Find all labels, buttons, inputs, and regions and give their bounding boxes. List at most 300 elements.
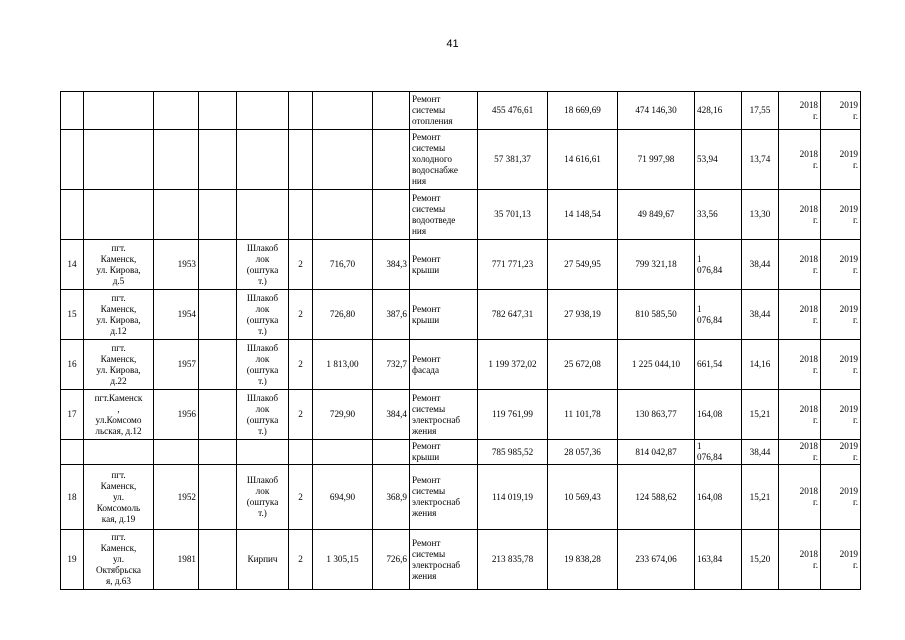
cell-line: крыши [412, 452, 440, 462]
cell-year-end [821, 440, 861, 465]
cell-line: г. [852, 159, 858, 170]
cell-year-start [779, 390, 821, 440]
cell-year-end [821, 190, 861, 240]
cell-cost-per-sqm [695, 390, 742, 440]
cell-material [237, 465, 289, 530]
cell-line: 2018 [799, 253, 818, 264]
cell-line: (оштука [246, 364, 279, 375]
cell-line: г. [812, 314, 818, 325]
cell-material [237, 340, 289, 390]
cell-line: пгт. [111, 342, 126, 353]
cell-cost-1: 1 199 372,02 [478, 340, 548, 390]
cell-rate: 38,44 [742, 440, 779, 465]
cell-line: пгт. [111, 242, 126, 253]
cell-line: 163,84 [697, 554, 723, 564]
cell-rate: 13,74 [742, 130, 779, 190]
cell-rate: 15,21 [742, 465, 779, 530]
cell-line: 2018 [799, 486, 818, 496]
cell-line: Шлакоб [246, 475, 279, 485]
cell-line: Ремонт [412, 94, 441, 104]
cell-number: 16 [61, 340, 84, 390]
cell-year: 1956 [154, 390, 199, 440]
cell-year-start [779, 465, 821, 530]
cell-line: Каменск, [100, 480, 137, 491]
cell-line: 164,08 [697, 491, 723, 502]
cell-work-type [410, 530, 478, 590]
cell-year [154, 190, 199, 240]
cell-line: д.22 [110, 375, 127, 386]
cell-blank [199, 340, 237, 390]
cell-line: холодного [412, 154, 452, 164]
cell-year-end [821, 530, 861, 590]
page-number: 41 [446, 38, 459, 50]
cell-line: 2018 [799, 441, 818, 451]
cell-address [84, 465, 154, 530]
cell-work-type [410, 340, 478, 390]
cell-blank [199, 130, 237, 190]
cell-line: Ремонт [412, 392, 441, 403]
cell-rate: 15,20 [742, 530, 779, 590]
cell-cost-total: 474 146,30 [618, 92, 695, 130]
table-row [61, 530, 861, 590]
cell-material [237, 92, 289, 130]
cell-blank [199, 290, 237, 340]
cell-line: ул. Кирова, [96, 314, 141, 325]
table-row [61, 290, 861, 340]
cell-line: Ремонт [412, 192, 441, 203]
cell-line: системы [412, 403, 446, 414]
cell-area [313, 440, 373, 465]
cell-line: Ремонт [412, 303, 441, 314]
cell-line: 2018 [799, 148, 818, 159]
cell-line: 1 [697, 253, 702, 264]
cell-line: Октябрьска [95, 565, 142, 575]
cell-year-start [779, 530, 821, 590]
cell-rate: 14,16 [742, 340, 779, 390]
table-row [61, 92, 861, 130]
cell-material [237, 530, 289, 590]
cell-line: Ремонт [412, 253, 441, 264]
cell-blank [199, 92, 237, 130]
cell-cost-2: 28 057,36 [548, 440, 618, 465]
cell-line: Ремонт [412, 353, 441, 364]
cell-line: жения [412, 570, 437, 581]
cell-area-living: 368,9 [373, 465, 410, 530]
cell-line: г. [852, 214, 858, 225]
cell-line: 2018 [799, 303, 818, 314]
cell-line: Ремонт [412, 475, 441, 485]
cell-line: 2018 [799, 203, 818, 214]
cell-line: Ремонт [412, 537, 441, 548]
cell-line: лок [255, 403, 270, 414]
cell-line: 2019 [839, 253, 858, 264]
cell-blank [199, 390, 237, 440]
cell-line: г. [852, 452, 858, 462]
cell-line: системы [412, 486, 446, 496]
cell-line: системы [412, 548, 446, 559]
cell-cost-per-sqm [695, 340, 742, 390]
cell-line: Каменск, [100, 543, 137, 553]
cell-floors [289, 92, 313, 130]
cell-material [237, 130, 289, 190]
cell-cost-total: 810 585,50 [618, 290, 695, 340]
cell-line: 2019 [839, 353, 858, 364]
cell-cost-2: 27 938,19 [548, 290, 618, 340]
cell-line: г. [812, 364, 818, 375]
cell-line: ул. [112, 491, 125, 502]
cell-line: 2018 [799, 353, 818, 364]
cell-rate: 17,55 [742, 92, 779, 130]
cell-line: г. [812, 497, 818, 507]
cell-cost-1: 785 985,52 [478, 440, 548, 465]
cell-work-type [410, 465, 478, 530]
cell-material [237, 290, 289, 340]
table-row [61, 240, 861, 290]
cell-address [84, 240, 154, 290]
cell-cost-2: 14 148,54 [548, 190, 618, 240]
cell-work-type [410, 290, 478, 340]
cell-cost-per-sqm [695, 465, 742, 530]
cell-line: 33,56 [697, 209, 718, 219]
cell-cost-per-sqm [695, 92, 742, 130]
cell-line: 2019 [839, 548, 858, 559]
cell-floors [289, 190, 313, 240]
cell-area: 716,70 [313, 240, 373, 290]
cell-year-end [821, 340, 861, 390]
cell-number: 17 [61, 390, 84, 440]
cell-address [84, 130, 154, 190]
cell-line: 2018 [799, 99, 818, 110]
cell-line: пгт. [111, 532, 126, 542]
cell-line: лок [255, 303, 270, 314]
cell-line: ул. Кирова, [96, 364, 141, 375]
cell-blank [199, 530, 237, 590]
cell-line: льская, д.12 [95, 425, 142, 436]
cell-cost-2: 14 616,61 [548, 130, 618, 190]
cell-line: 2018 [799, 548, 818, 559]
cell-area: 726,80 [313, 290, 373, 340]
cell-line: кая, д.19 [101, 513, 136, 524]
cell-year: 1981 [154, 530, 199, 590]
cell-area [313, 92, 373, 130]
cell-line: г. [852, 559, 858, 570]
cell-floors: 2 [289, 465, 313, 530]
cell-line: г. [852, 314, 858, 325]
cell-year-end [821, 465, 861, 530]
cell-material [237, 440, 289, 465]
cell-line: г. [812, 414, 818, 425]
cell-area-living: 384,3 [373, 240, 410, 290]
cell-line: ния [412, 225, 427, 236]
cell-floors: 2 [289, 290, 313, 340]
cell-number [61, 92, 84, 130]
cell-cost-1: 455 476,61 [478, 92, 548, 130]
cell-rate: 15,21 [742, 390, 779, 440]
cell-cost-total: 799 321,18 [618, 240, 695, 290]
cell-cost-2: 25 672,08 [548, 340, 618, 390]
cell-floors [289, 440, 313, 465]
cell-line: 2019 [839, 203, 858, 214]
cell-line: г. [812, 452, 818, 462]
cell-year [154, 440, 199, 465]
cell-floors [289, 130, 313, 190]
cell-cost-1: 782 647,31 [478, 290, 548, 340]
cell-number [61, 130, 84, 190]
cell-year-end [821, 130, 861, 190]
cell-line: 1 [697, 303, 702, 314]
cell-cost-total: 49 849,67 [618, 190, 695, 240]
cell-area-living: 726,6 [373, 530, 410, 590]
cell-year [154, 130, 199, 190]
cell-number [61, 190, 84, 240]
table-row [61, 190, 861, 240]
cell-line: 2019 [839, 441, 858, 451]
cell-line: отопления [412, 116, 453, 126]
cell-line: жения [412, 425, 437, 436]
cell-rate: 13,30 [742, 190, 779, 240]
cell-number: 19 [61, 530, 84, 590]
cell-line: 2019 [839, 99, 858, 110]
cell-line: 2019 [839, 486, 858, 496]
cell-year-start [779, 190, 821, 240]
cell-work-type [410, 390, 478, 440]
table-row [61, 390, 861, 440]
cell-address [84, 440, 154, 465]
cell-line: ул.Комсомо [95, 414, 142, 425]
cell-line: ул. [112, 554, 125, 564]
cell-line: т.) [258, 325, 267, 336]
cell-line: электроснаб [412, 559, 461, 570]
cell-line: т.) [258, 375, 267, 386]
cell-area-living [373, 92, 410, 130]
cell-address [84, 290, 154, 340]
cell-line: Комсомоль [96, 502, 141, 513]
cell-line: электроснаб [412, 497, 461, 507]
cell-line: г. [812, 559, 818, 570]
cell-year-end [821, 390, 861, 440]
cell-area-living [373, 130, 410, 190]
cell-line: , [117, 403, 120, 414]
cell-rate: 38,44 [742, 290, 779, 340]
cell-line: пгт. [111, 469, 126, 480]
cell-cost-per-sqm [695, 130, 742, 190]
cell-work-type [410, 440, 478, 465]
cell-blank [199, 190, 237, 240]
cell-blank [199, 440, 237, 465]
cell-cost-1: 57 381,37 [478, 130, 548, 190]
cell-line: пгт. [111, 292, 126, 303]
cell-line: (оштука [246, 264, 279, 275]
cell-blank [199, 465, 237, 530]
cell-cost-1: 35 701,13 [478, 190, 548, 240]
cell-year-start [779, 290, 821, 340]
cell-area-living [373, 440, 410, 465]
cell-line: г. [852, 110, 858, 121]
cell-line: Шлакоб [246, 292, 279, 303]
cell-line: г. [812, 214, 818, 225]
cell-cost-total: 124 588,62 [618, 465, 695, 530]
cell-line: д.12 [110, 325, 127, 336]
cell-area: 729,90 [313, 390, 373, 440]
cell-cost-1: 119 761,99 [478, 390, 548, 440]
cell-area: 1 305,15 [313, 530, 373, 590]
cell-year-start [779, 240, 821, 290]
cell-floors: 2 [289, 390, 313, 440]
table-row [61, 130, 861, 190]
cell-cost-2: 18 669,69 [548, 92, 618, 130]
cell-line: 2018 [799, 403, 818, 414]
cell-cost-total: 71 997,98 [618, 130, 695, 190]
cell-line: пгт.Каменск [94, 392, 143, 403]
cell-line: Каменск, [100, 303, 137, 314]
cell-line: системы [412, 203, 446, 214]
cell-line: крыши [412, 314, 440, 325]
cell-line: г. [852, 264, 858, 275]
cell-line: г. [852, 364, 858, 375]
cell-line: системы [412, 143, 446, 153]
cell-cost-total: 233 674,06 [618, 530, 695, 590]
cell-address [84, 92, 154, 130]
cell-year-start [779, 92, 821, 130]
cell-line: г. [812, 159, 818, 170]
cell-line: Ремонт [412, 132, 441, 142]
cell-line: г. [812, 110, 818, 121]
cell-cost-2: 19 838,28 [548, 530, 618, 590]
cell-line: фасада [412, 364, 440, 375]
table-row [61, 340, 861, 390]
cell-area: 1 813,00 [313, 340, 373, 390]
cell-address [84, 530, 154, 590]
cell-line: ния [412, 176, 427, 186]
cell-line: 076,84 [697, 264, 723, 275]
cell-line: (оштука [246, 414, 279, 425]
cell-line: ул. Кирова, [96, 264, 141, 275]
cell-line: д.5 [112, 275, 125, 286]
cell-line: лок [255, 486, 270, 496]
cell-floors: 2 [289, 530, 313, 590]
cell-cost-2: 27 549,95 [548, 240, 618, 290]
cell-line: Шлакоб [246, 242, 279, 253]
cell-cost-1: 114 019,19 [478, 465, 548, 530]
cell-year-start [779, 130, 821, 190]
cell-line: Шлакоб [246, 392, 279, 403]
cell-cost-total: 130 863,77 [618, 390, 695, 440]
cell-line: 1 [697, 441, 702, 451]
cell-material [237, 190, 289, 240]
cell-line: т.) [258, 425, 267, 436]
cell-year-start [779, 340, 821, 390]
cell-area-living: 384,4 [373, 390, 410, 440]
cell-area: 694,90 [313, 465, 373, 530]
cell-area-living [373, 190, 410, 240]
cell-line: т.) [258, 508, 267, 518]
cell-work-type [410, 240, 478, 290]
cell-line: Каменск, [100, 253, 137, 264]
cell-line: лок [255, 353, 270, 364]
cell-number: 18 [61, 465, 84, 530]
cell-line: Кирпич [247, 554, 278, 564]
cell-line: 661,54 [697, 359, 723, 369]
cell-work-type [410, 92, 478, 130]
cell-material [237, 390, 289, 440]
cell-line: г. [812, 264, 818, 275]
table-row [61, 465, 861, 530]
cell-line: 2019 [839, 303, 858, 314]
cell-line: Шлакоб [246, 342, 279, 353]
cell-line: 53,94 [697, 154, 718, 164]
cell-cost-2: 10 569,43 [548, 465, 618, 530]
cell-line: 164,08 [697, 409, 723, 419]
cell-area [313, 130, 373, 190]
cell-number: 15 [61, 290, 84, 340]
cell-rate: 38,44 [742, 240, 779, 290]
cell-line: электроснаб [412, 414, 461, 425]
cell-year-end [821, 290, 861, 340]
cell-line: 076,84 [697, 314, 723, 325]
cell-number [61, 440, 84, 465]
cell-cost-total: 1 225 044,10 [618, 340, 695, 390]
cell-floors: 2 [289, 340, 313, 390]
cell-floors: 2 [289, 240, 313, 290]
cell-cost-total: 814 042,87 [618, 440, 695, 465]
cell-line: Каменск, [100, 353, 137, 364]
cell-material [237, 240, 289, 290]
table-body [61, 92, 861, 590]
cell-line: г. [852, 414, 858, 425]
cell-area-living: 732,7 [373, 340, 410, 390]
cell-year: 1953 [154, 240, 199, 290]
cell-cost-1: 771 771,23 [478, 240, 548, 290]
cell-line: г. [852, 497, 858, 507]
cell-line: 2019 [839, 148, 858, 159]
cell-number: 14 [61, 240, 84, 290]
cell-cost-1: 213 835,78 [478, 530, 548, 590]
cell-year-start [779, 440, 821, 465]
cell-line: т.) [258, 275, 267, 286]
cell-year: 1954 [154, 290, 199, 340]
cell-year [154, 92, 199, 130]
cell-year-end [821, 240, 861, 290]
cell-blank [199, 240, 237, 290]
cell-cost-per-sqm [695, 190, 742, 240]
cell-cost-per-sqm [695, 290, 742, 340]
cell-work-type [410, 130, 478, 190]
cell-line: 076,84 [697, 452, 723, 462]
cell-cost-2: 11 101,78 [548, 390, 618, 440]
cell-line: 428,16 [697, 105, 723, 115]
cell-line: жения [412, 508, 437, 518]
cell-year: 1952 [154, 465, 199, 530]
cell-area-living: 387,6 [373, 290, 410, 340]
cell-line: (оштука [246, 314, 279, 325]
table-row [61, 440, 861, 465]
cell-cost-per-sqm [695, 240, 742, 290]
cell-area [313, 190, 373, 240]
cell-address [84, 340, 154, 390]
cell-line: водоснабже [412, 165, 458, 175]
cell-line: водоотведе [412, 214, 456, 225]
cell-line: Ремонт [412, 441, 441, 451]
cell-line: лок [255, 253, 270, 264]
repair-table [60, 91, 861, 590]
cell-work-type [410, 190, 478, 240]
cell-cost-per-sqm [695, 440, 742, 465]
cell-year-end [821, 92, 861, 130]
cell-address [84, 390, 154, 440]
cell-line: (оштука [246, 497, 279, 507]
cell-line: крыши [412, 264, 440, 275]
cell-year: 1957 [154, 340, 199, 390]
